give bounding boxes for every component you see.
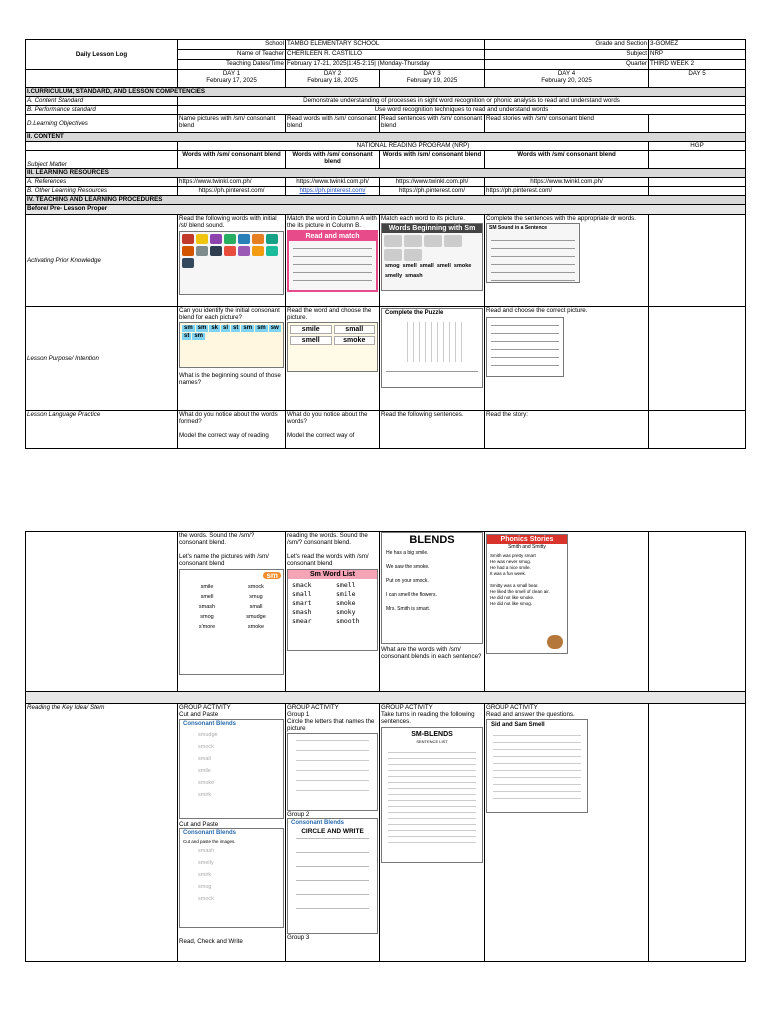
cut-paste-sheet-2: Consonant Blends Cut and paste the images. smash smelly smirk smog smock — [179, 828, 284, 928]
keyidea-day3: GROUP ACTIVITY Take turns in reading the following sentences. SM-BLENDS SENTENCE LIST — [380, 704, 485, 962]
content-standard-value: Demonstrate understanding of processes in sight word recognition or phonic analysis to read and understand words — [178, 97, 746, 106]
school-value: TAMBO ELEMENTARY SCHOOL — [286, 40, 485, 50]
hgp-label: HGP — [649, 142, 746, 151]
subject-matter-day1: Words with /sm/ consonant blend — [178, 151, 286, 169]
nrp-label: NATIONAL READING PROGRAM (NRP) — [178, 142, 649, 151]
sm-word-list-sheet: Sm Word List smack small smart smash smear smell smile smoke smoky smooth — [287, 569, 378, 651]
keyidea-day1: GROUP ACTIVITY Cut and Paste Consonant Blends smudge smock small smile smoke smirk Cut and Paste Consonant Blends Cut and paste the images. smash smelly smirk smog smock Read, Check and Write — [178, 704, 286, 962]
keyidea-day4: GROUP ACTIVITY Read and answer the questions. Sid and Sam Smell — [485, 704, 649, 962]
section-curriculum: I.CURRICULUM, STANDARD, AND LESSON COMPETENCIES — [26, 88, 746, 97]
lesson-log-page-1 — [25, 39, 745, 449]
log-title: Daily Lesson Log — [26, 40, 178, 70]
practice-day4: Read the story: — [485, 411, 649, 449]
blend-chips-sheet: sm sm sk sl st sm sm sw st sm — [179, 322, 284, 368]
sm-words-sheet: Words Beginning with Sm smog smell small smell smoke smelly smash — [381, 223, 483, 291]
performance-value: Use word recognition techniques to read and understand words — [178, 106, 746, 115]
school-label: School — [178, 40, 286, 50]
practice-day2-cont: reading the words. Sound the /sm/? consonant blend. Let's read the words with /sm/ consonant blend Sm Word List smack small smart smash smear smell smile smoke smoky smooth — [286, 532, 380, 692]
purpose-day4: Read and choose the correct picture. — [485, 307, 649, 411]
objective-day2: Read words with /sm/ consonant blend — [286, 115, 380, 133]
content-standard-label: A. Content Standard — [26, 97, 178, 106]
other-resource-day3[interactable]: https://ph.pinterest.com/ — [380, 187, 485, 196]
objective-day3: Read sentences with /sm/ consonant blend — [380, 115, 485, 133]
objective-day4: Read stories with /sm/ consonant blend — [485, 115, 649, 133]
other-resource-day1[interactable]: https://ph.pinterest.com/ — [178, 187, 286, 196]
subject-matter-day2: Words with /sm/ consonant blend — [286, 151, 380, 169]
other-resource-day4[interactable]: https://ph.pinterest.com/ — [485, 187, 649, 196]
phonics-story-sheet: Phonics Stories Smith and Smitty Smith was pretty smart He was never smug. He had a nice smile. It was a fun week. Smitty was a small bear. He liked the smell of clean air. He did not like smoke. He did not like smog. — [486, 534, 568, 654]
practice-day1: What do you notice about the words formed? Model the correct way of reading — [178, 411, 286, 449]
subject-value: NRP — [649, 50, 746, 60]
quarter-label: Quarter — [485, 60, 649, 70]
sid-sam-smell-sheet: Sid and Sam Smell — [486, 719, 588, 813]
quarter-value: THIRD WEEK 2 — [649, 60, 746, 70]
read-and-match-sheet: Read and match — [287, 230, 378, 292]
activating-day1: Read the following words with initial /st/ blend sound. — [178, 215, 286, 307]
grade-label: Grade and Section — [485, 40, 649, 50]
teacher-label: Name of Teacher — [178, 50, 286, 60]
activating-day2: Match the word in Column A with the its picture in Column B. Read and match — [286, 215, 380, 307]
lesson-log-table — [25, 39, 746, 449]
practice-day3-cont — [380, 532, 485, 692]
objectives-label: D.Learning Objectives — [26, 115, 178, 133]
circle-and-write-sheet: Consonant Blends CIRCLE AND WRITE — [287, 818, 378, 934]
practice-day1-cont: the words. Sound the /sm/? consonant blend. Let's name the pictures with /sm/ consonant blend sm smile smock smell smug smash small smog smudge s'more smoke — [178, 532, 286, 692]
day2-header: DAY 2 February 18, 2025 — [286, 70, 380, 88]
st-blend-pictures — [179, 231, 284, 295]
day3-header: DAY 3 February 19, 2025 — [380, 70, 485, 88]
day1-header: DAY 1 February 17, 2025 — [178, 70, 286, 88]
section-resources: III. LEARNING RESOURCES — [26, 169, 746, 178]
reference-day1[interactable]: https://www.twinkl.com.ph/ — [178, 178, 286, 187]
purpose-day3 — [380, 307, 485, 411]
sm-sentence-sheet: SM Sound in a Sentence — [486, 223, 580, 283]
purpose-day1: Can you identify the initial consonant blend for each picture? sm sm sk sl st sm sm sw st sm What is the beginning sound of those names? — [178, 307, 286, 411]
performance-label: B. Performance standard — [26, 106, 178, 115]
other-resource-day2[interactable]: https://ph.pinterest.com/ — [286, 187, 380, 196]
circle-letters-sheet — [287, 733, 378, 811]
practice-day3-question: What are the words with /sm/ consonant blends in each sentence? — [381, 646, 482, 660]
reference-day4[interactable]: https://www.twinkl.com.ph/ — [485, 178, 649, 187]
choose-picture-sheet: smile small smell smoke — [287, 322, 378, 372]
activating-day3: Match each word to its picture. Words Beginning with Sm smog smell small smell smoke smelly smash — [380, 215, 485, 307]
dates-value: February 17-21, 2025|1:45-2:15| (Monday-Thursday — [286, 60, 485, 70]
activating-day4: Complete the sentences with the appropriate dr words. SM Sound in a Sentence — [485, 215, 649, 307]
section-procedures: IV. TEACHING AND LEARNING PROCEDURES — [26, 196, 746, 205]
reference-day3[interactable]: https://www.twinkl.com.ph/ — [380, 178, 485, 187]
day4-header: DAY 4 February 20, 2025 — [485, 70, 649, 88]
blends-sheet: BLENDS He has a big smile. We saw the smoke. Put on your smock. I can smell the flowers. Mrs. Smith is smart. — [381, 532, 483, 644]
sm-badge: sm — [263, 572, 281, 579]
lesson-log-page-2 — [25, 531, 745, 962]
puzzle-sheet: Complete the Puzzle — [381, 308, 483, 388]
subject-label: Subject — [485, 50, 649, 60]
activating-label: Activating Prior Knowledge — [26, 215, 178, 307]
cut-paste-sheet-1: Consonant Blends smudge smock small smile smoke smirk — [179, 719, 284, 819]
practice-day2: What do you notice about the words? Model the correct way of — [286, 411, 380, 449]
references-label: A. References — [26, 178, 178, 187]
purpose-day1-question: What is the beginning sound of those names? — [179, 372, 281, 386]
practice-label: Lesson Language Practice — [26, 411, 178, 449]
teacher-value: CHERILEEN R. CASTILLO — [286, 50, 485, 60]
section-content: II. CONTENT — [26, 133, 746, 142]
before-lesson-label: Before/ Pre- Lesson Proper — [26, 205, 746, 215]
practice-day4-cont — [485, 532, 649, 692]
sm-pictures-sheet: sm smile smock smell smug smash small smog smudge s'more smoke — [179, 569, 284, 675]
sm-blends-sentence-sheet: SM-BLENDS SENTENCE LIST — [381, 727, 483, 863]
purpose-label: Lesson Purpose/ Intention — [26, 307, 178, 411]
choose-correct-picture-sheet — [486, 317, 564, 377]
purpose-day2: Read the word and choose the picture. smile small smell smoke — [286, 307, 380, 411]
dates-label: Teaching Dates/Time — [178, 60, 286, 70]
objective-day1: Name pictures with /sm/ consonant blend — [178, 115, 286, 133]
subject-matter-day3: Words with /sm/ consonant blend — [380, 151, 485, 169]
other-resources-label: B. Other Learning Resources — [26, 187, 178, 196]
day5-header: DAY 5 — [649, 70, 746, 88]
grade-value: 3-GOMEZ — [649, 40, 746, 50]
keyidea-day2: GROUP ACTIVITY Group 1 Circle the letters that names the picture Group 2 Consonant Blends CIRCLE AND WRITE Group 3 — [286, 704, 380, 962]
keyidea-label: Reading the Key Idea/ Stem — [26, 704, 178, 962]
practice-day3: Read the following sentences. — [380, 411, 485, 449]
reference-day2[interactable]: https://www.twinkl.com.ph/ — [286, 178, 380, 187]
lesson-log-table-continued — [25, 531, 746, 962]
subject-matter-label: Subject Matter — [26, 151, 178, 169]
subject-matter-day4: Words with /sm/ consonant blend — [485, 151, 649, 169]
